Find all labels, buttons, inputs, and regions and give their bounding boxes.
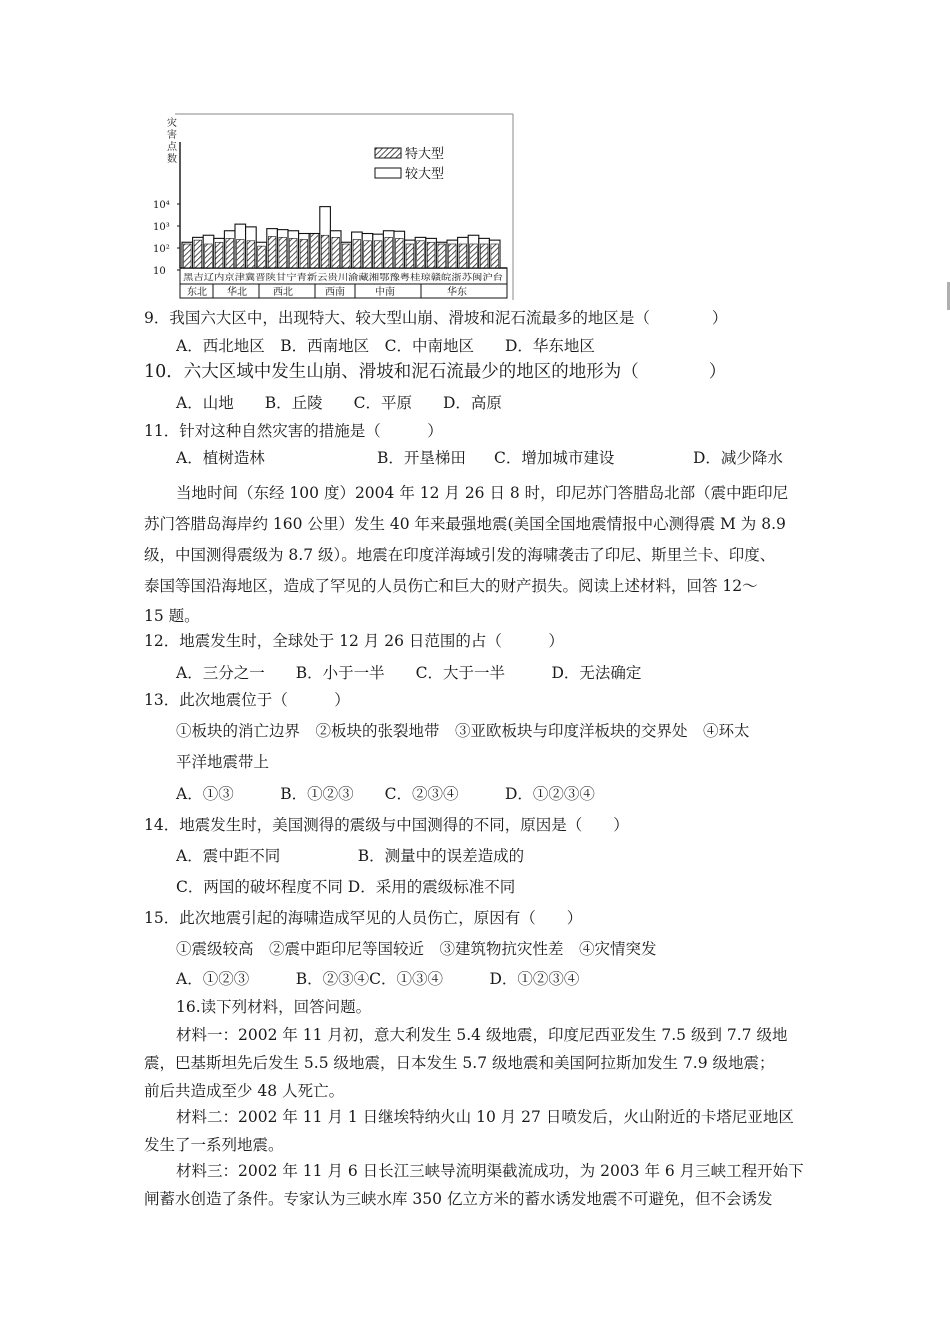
bar-extra-large bbox=[300, 240, 308, 268]
bar-extra-large bbox=[332, 237, 340, 268]
passage-line-5: 15 题。 bbox=[144, 607, 200, 625]
material-3-line-1: 材料三：2002 年 11 月 6 日长江三峡导流明渠截流成功，为 2003 年 6 月三峡工程开始下 bbox=[176, 1162, 804, 1180]
bar-extra-large bbox=[290, 238, 298, 268]
bar-extra-large bbox=[184, 244, 192, 268]
landslide-chart bbox=[153, 112, 517, 302]
bar-extra-large bbox=[406, 244, 414, 268]
bar-extra-large bbox=[247, 241, 255, 268]
region-label: 东北 bbox=[187, 287, 207, 298]
y-tick-label: 10³ bbox=[153, 222, 170, 233]
region-label: 中南 bbox=[375, 287, 395, 298]
y-tick-label: 10 bbox=[153, 266, 166, 277]
question-10-options: A．山地 B．丘陵 C．平原 D．高原 bbox=[176, 394, 502, 412]
bar-extra-large bbox=[364, 241, 372, 268]
material-1-line-3: 前后共造成至少 48 人死亡。 bbox=[144, 1082, 345, 1100]
y-axis-title-char: 灾 bbox=[167, 118, 177, 129]
province-labels: 黑吉辽内京津冀晋陕甘宁青新云贵川渝藏湘鄂豫粤桂琼赣皖浙苏闽沪台 bbox=[183, 273, 450, 283]
region-label: 华北 bbox=[227, 287, 247, 298]
question-15-items: ①震级较高 ②震中距印尼等国较近 ③建筑物抗灾性差 ④灾情突发 bbox=[176, 940, 657, 958]
y-axis-title bbox=[167, 116, 178, 165]
q11-option-d: D．减少降水 bbox=[693, 449, 783, 467]
bar-extra-large bbox=[237, 240, 245, 268]
legend bbox=[375, 146, 444, 182]
bars bbox=[182, 207, 500, 268]
bar-extra-large bbox=[491, 244, 499, 268]
x-axis-labels bbox=[180, 268, 507, 298]
question-16-stem: 16.读下列材料，回答问题。 bbox=[176, 998, 372, 1016]
y-axis-title-char: 数 bbox=[167, 154, 177, 165]
y-axis-title-char: 害 bbox=[167, 130, 177, 141]
bar-extra-large bbox=[205, 244, 213, 268]
question-15-options: A．①②③ B．②③④C．①③④ D．①②③④ bbox=[176, 970, 580, 988]
bar-extra-large bbox=[226, 238, 234, 268]
bar-extra-large bbox=[427, 242, 435, 268]
question-9-stem: 9．我国六大区中，出现特大、较大型山崩、滑坡和泥石流最多的地区是（ ） bbox=[144, 309, 728, 327]
legend-swatch-extra-large bbox=[375, 148, 401, 158]
bar-extra-large bbox=[438, 244, 446, 268]
material-2-line-2: 发生了一系列地震。 bbox=[144, 1136, 284, 1154]
question-9-options: A．西北地区 B．西南地区 C．中南地区 D．华东地区 bbox=[176, 337, 595, 355]
bar-extra-large bbox=[449, 244, 457, 268]
legend-swatch-larger bbox=[375, 168, 401, 178]
question-15-stem: 15．此次地震引起的海啸造成罕见的人员伤亡，原因有（ ） bbox=[144, 909, 583, 927]
bar-extra-large bbox=[215, 242, 223, 268]
bar-extra-large bbox=[321, 235, 329, 268]
passage-line-1: 当地时间（东经 100 度）2004 年 12 月 26 日 8 时，印尼苏门答腊岛北部（震中距印尼 bbox=[176, 484, 789, 502]
bar-extra-large bbox=[374, 241, 382, 268]
question-13-stem: 13．此次地震位于（ ） bbox=[144, 691, 350, 709]
material-1-line-1: 材料一：2002 年 11 月初，意大利发生 5.4 级地震，印度尼西亚发生 7.5 级到 7.7 级地 bbox=[176, 1026, 788, 1044]
question-14-stem: 14．地震发生时，美国测得的震级与中国测得的不同，原因是（ ） bbox=[144, 816, 629, 834]
passage-line-3: 级，中国测得震级为 8.7 级）。地震在印度洋海域引发的海啸袭击了印尼、斯里兰卡、印度、 bbox=[144, 546, 776, 564]
q11-option-c: C．增加城市建设 bbox=[494, 449, 615, 467]
bar-extra-large bbox=[353, 240, 361, 268]
y-tick-label: 10² bbox=[153, 244, 170, 255]
region-label: 西南 bbox=[325, 287, 345, 298]
chart-svg bbox=[153, 112, 517, 302]
question-13-options: A．①③ B．①②③ C．②③④ D．①②③④ bbox=[176, 785, 595, 803]
question-12-options: A．三分之一 B．小于一半 C．大于一半 D．无法确定 bbox=[176, 664, 642, 682]
question-13-items-2: 平洋地震带上 bbox=[176, 753, 270, 771]
material-1-line-2: 震，巴基斯坦先后发生 5.5 级地震，日本发生 5.7 级地震和美国阿拉斯加发生 7.9 级地震； bbox=[144, 1054, 775, 1072]
legend-label-larger: 较大型 bbox=[405, 167, 445, 182]
material-2-line-1: 材料二：2002 年 11 月 1 日继埃特纳火山 10 月 27 日喷发后，火山附近的卡塔尼亚地区 bbox=[176, 1108, 794, 1126]
passage-line-2: 苏门答腊岛海岸约 160 公里）发生 40 年来最强地震(美国全国地震情报中心测得震 M 为 8.9 bbox=[144, 515, 786, 533]
bar-extra-large bbox=[279, 237, 287, 268]
bar-extra-large bbox=[417, 241, 425, 268]
y-axis-title-char: 点 bbox=[167, 142, 177, 153]
q11-option-a: A．植树造林 bbox=[176, 449, 265, 467]
bar-extra-large bbox=[459, 244, 467, 268]
legend-label-extra-large: 特大型 bbox=[405, 147, 445, 162]
bar-extra-large bbox=[470, 244, 478, 268]
region-label: 华东 bbox=[447, 287, 467, 298]
question-14-options-2: C．两国的破坏程度不同 D．采用的震级标准不同 bbox=[176, 878, 516, 896]
y-axis-ticks bbox=[153, 200, 180, 277]
question-14-options-1: A．震中距不同 B．测量中的误差造成的 bbox=[176, 847, 525, 865]
region-label: 西北 bbox=[273, 287, 293, 298]
q11-option-b: B．开垦梯田 bbox=[377, 449, 466, 467]
bar-extra-large bbox=[396, 238, 404, 268]
bar-extra-large bbox=[385, 237, 393, 268]
y-tick-label: 10⁴ bbox=[153, 200, 170, 211]
passage-line-4: 泰国等国沿海地区，造成了罕见的人员伤亡和巨大的财产损失。阅读上述材料，回答 12～ bbox=[144, 577, 758, 595]
y-axis-label bbox=[167, 116, 178, 165]
bar-extra-large bbox=[258, 246, 266, 268]
bar-extra-large bbox=[311, 234, 319, 268]
bar-extra-large bbox=[343, 244, 351, 268]
bar-extra-large bbox=[268, 236, 276, 268]
question-12-stem: 12．地震发生时，全球处于 12 月 26 日范围的占（ ） bbox=[144, 632, 564, 650]
question-10-stem: 10．六大区域中发生山崩、滑坡和泥石流最少的地区的地形为（ ） bbox=[144, 362, 727, 382]
question-11-stem: 11．针对这种自然灾害的措施是（ ） bbox=[144, 422, 443, 440]
question-13-items-1: ①板块的消亡边界 ②板块的张裂地带 ③亚欧板块与印度洋板块的交界处 ④环太 bbox=[176, 722, 750, 740]
bar-extra-large bbox=[480, 244, 488, 268]
material-3-line-2: 闸蓄水创造了条件。专家认为三峡水库 350 亿立方米的蓄水诱发地震不可避免，但不会诱发 bbox=[144, 1190, 773, 1208]
bar-extra-large bbox=[194, 240, 202, 268]
